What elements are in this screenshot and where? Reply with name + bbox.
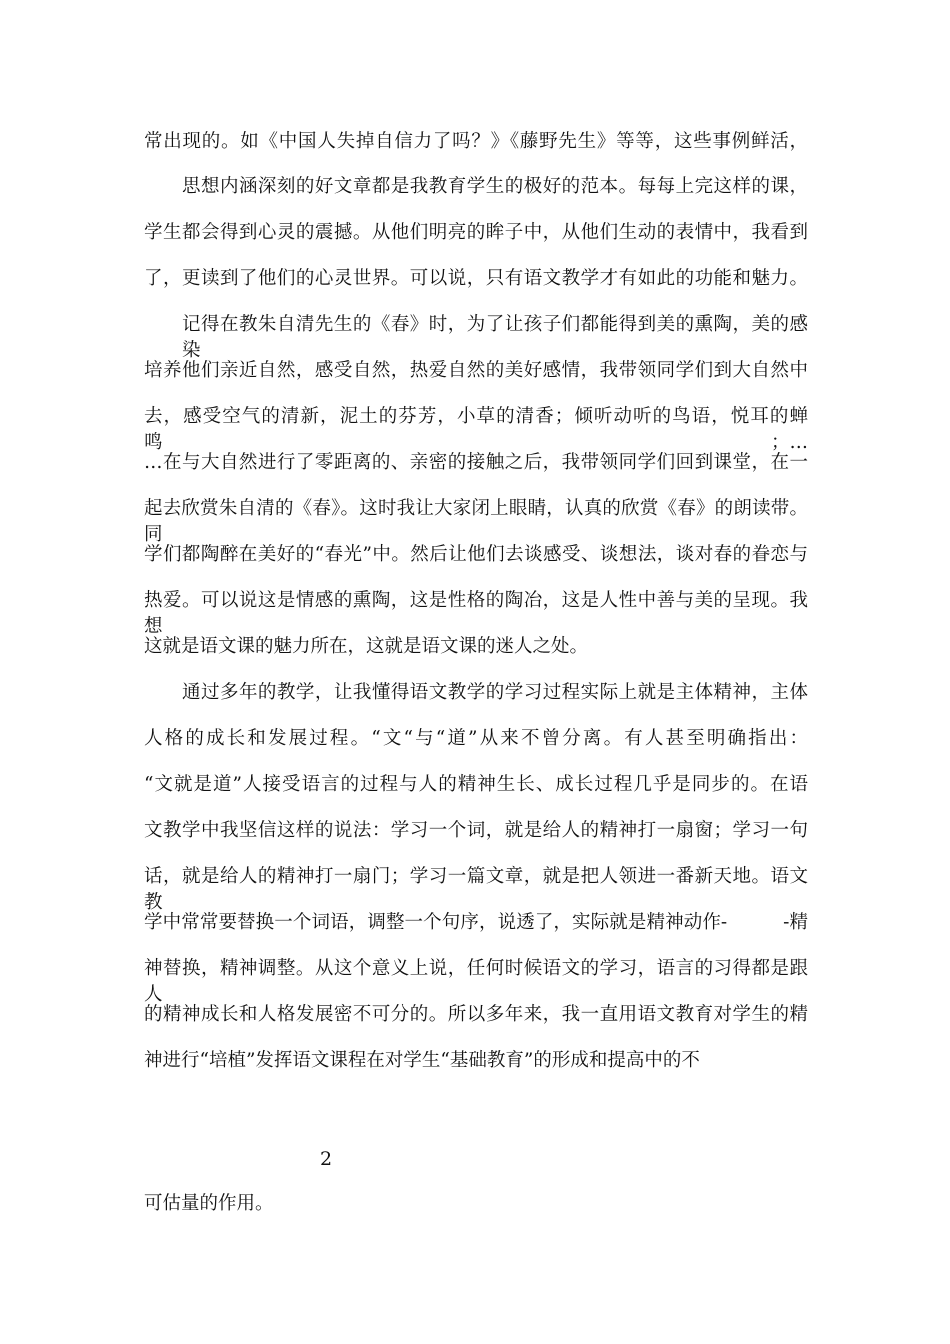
text-line: 这就是语文课的魅力所在，这就是语文课的迷人之处。 bbox=[144, 636, 589, 657]
text-line: 热爱。可以说这是情感的熏陶，这是性格的陶冶，这是人性中善与美的呈现。我想 bbox=[144, 590, 808, 637]
text-line: 人格的成长和发展过程。“文“与“道”从来不曾分离。有人甚至明确指出： bbox=[144, 728, 808, 749]
text-line: 常出现的。如《中国人失掉自信力了吗？》《藤野先生》等等，这些事例鲜活， bbox=[144, 131, 808, 152]
text-line: 思想内涵深刻的好文章都是我教育学生的极好的范本。每每上完这样的课， bbox=[182, 176, 808, 197]
text-line: …在与大自然进行了零距离的、亲密的接触之后，我带领同学们回到课堂，在一 bbox=[144, 452, 808, 473]
text-line: 学生都会得到心灵的震撼。从他们明亮的眸子中，从他们生动的表情中，我看到 bbox=[144, 222, 808, 243]
text-line: “文就是道”人接受语言的过程与人的精神生长、成长过程几乎是同步的。在语 bbox=[144, 774, 808, 795]
text-line: 去，感受空气的清新，泥土的芬芳，小草的清香；倾听动听的鸟语，悦耳的蝉鸣；… bbox=[144, 406, 808, 453]
text-line: 学中常常要替换一个词语，调整一个句序，说透了，实际就是精神动作- -精 bbox=[144, 912, 808, 933]
text-line: 神替换，精神调整。从这个意义上说，任何时候语文的学习，语言的习得都是跟人 bbox=[144, 958, 808, 1005]
text-line: 记得在教朱自清先生的《春》时，为了让孩子们都能得到美的熏陶，美的感染 bbox=[182, 314, 808, 361]
text-line: 可估量的作用。 bbox=[144, 1193, 274, 1214]
text-line: 学们都陶醉在美好的“春光”中。然后让他们去谈感受、谈想法，谈对春的眷恋与 bbox=[144, 544, 808, 565]
text-line: 通过多年的教学，让我懂得语文教学的学习过程实际上就是主体精神，主体 bbox=[182, 682, 808, 703]
text-line: 了，更读到了他们的心灵世界。可以说，只有语文教学才有如此的功能和魅力。 bbox=[144, 268, 808, 289]
text-line: 培养他们亲近自然，感受自然，热爱自然的美好感情，我带领同学们到大自然中 bbox=[144, 360, 808, 381]
page-number: 2 bbox=[320, 1148, 333, 1170]
text-line: 的精神成长和人格发展密不可分的。所以多年来，我一直用语文教育对学生的精 bbox=[144, 1004, 808, 1025]
text-line: 起去欣赏朱自清的《春》。这时我让大家闭上眼睛，认真的欣赏《春》的朗读带。同 bbox=[144, 498, 808, 545]
text-line: 话，就是给人的精神打一扇门；学习一篇文章，就是把人领进一番新天地。语文教 bbox=[144, 866, 808, 913]
text-line: 神进行“培植”发挥语文课程在对学生“基础教育”的形成和提高中的不 bbox=[144, 1050, 700, 1071]
text-line: 文教学中我坚信这样的说法：学习一个词，就是给人的精神打一扇窗；学习一句 bbox=[144, 820, 808, 841]
